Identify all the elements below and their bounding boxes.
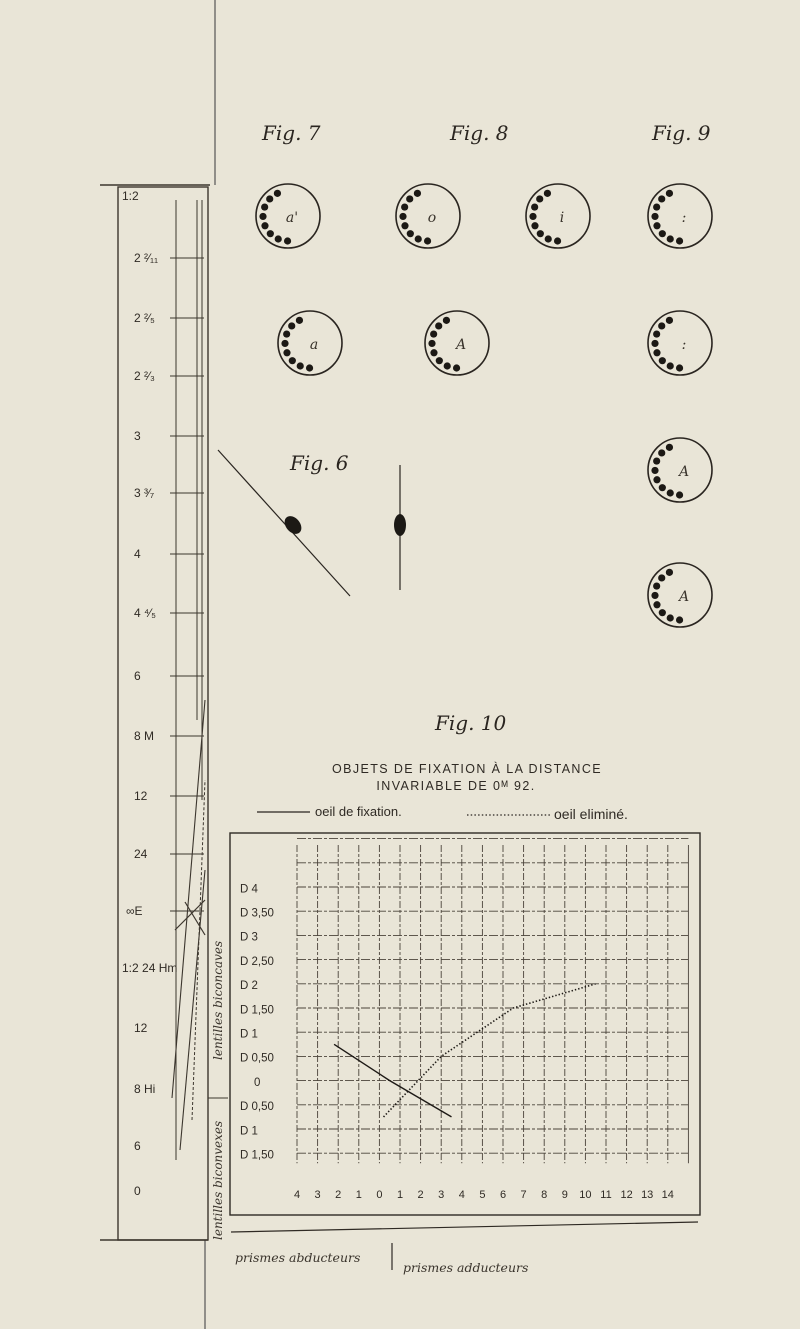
scale-top-mark: 1:2 [122, 189, 139, 203]
scale-label: 6 [134, 669, 141, 683]
scale-label: 12 [134, 1021, 148, 1035]
chart-x-tick: 1 [355, 1189, 362, 1201]
chart-y-tick: D 0,50 [240, 1052, 274, 1065]
legend-solid-label: oeil de fixation. [315, 804, 402, 819]
scale-label: 2 ²⁄₅ [134, 311, 155, 325]
scale-label: 3 ³⁄₇ [134, 486, 155, 500]
scale-label: 12 [134, 789, 148, 803]
scale-label: 3 [134, 429, 141, 443]
chart-x-tick: 4 [293, 1189, 301, 1201]
scale-label: 4 [134, 547, 141, 561]
chart-y-tick: D 1,50 [240, 1149, 274, 1162]
chart-x-tick: 9 [561, 1189, 568, 1201]
chart-y-tick: D 2 [240, 980, 258, 993]
chart-x-tick: 1 [396, 1189, 404, 1201]
fig10-label: Fig. 10 [435, 711, 507, 735]
chart-x-tick: 3 [438, 1189, 445, 1201]
scale-label: 2 ²⁄₃ [134, 369, 155, 383]
chart-x-tick: 11 [600, 1189, 612, 1201]
chart-x-tick: 5 [479, 1189, 486, 1201]
xaxis-label-abducteurs: prismes abducteurs [235, 1250, 361, 1265]
fig9-label: Fig. 9 [652, 121, 711, 145]
chart-x-tick: 4 [458, 1189, 465, 1201]
label-lentilles-biconvexes: lentilles biconvexes [211, 1120, 225, 1240]
chart-y-tick: 0 [254, 1076, 261, 1089]
chart-x-tick: 8 [541, 1189, 548, 1201]
circle-letter: : [681, 337, 687, 353]
xaxis-label-adducteurs: prismes adducteurs [403, 1260, 529, 1275]
chart-y-tick: D 0,50 [240, 1101, 274, 1114]
chart-x-tick: 2 [417, 1189, 424, 1201]
circle-letter: A [455, 337, 467, 353]
chart-x-tick: 7 [520, 1189, 527, 1201]
circle-letter: a [309, 337, 319, 353]
chart-x-tick: 3 [314, 1189, 321, 1201]
circle-letter: A [678, 589, 690, 605]
circle-letter: a' [285, 210, 299, 226]
chart-y-tick: D 4 [240, 883, 258, 896]
scale-label: 6 [134, 1139, 141, 1153]
fig10-title-line1: OBJETS DE FIXATION À LA DISTANCE [331, 762, 603, 776]
label-lentilles-biconcaves: lentilles biconcaves [211, 940, 225, 1060]
chart-y-tick: D 3,50 [240, 907, 274, 920]
scale-label: 8 M [134, 729, 155, 743]
chart-x-tick: 13 [641, 1189, 654, 1201]
circle-letter: o [427, 210, 437, 226]
chart-x-tick: 0 [376, 1189, 383, 1201]
chart-y-tick: D 1 [240, 1125, 258, 1138]
circle-letter: A [678, 464, 690, 480]
circle-letter: i [559, 210, 565, 226]
chart-x-tick: 10 [579, 1189, 592, 1201]
fig6-label: Fig. 6 [290, 451, 349, 475]
chart-x-tick: 12 [620, 1189, 633, 1201]
legend-dotted-label: oeil eliminé. [554, 806, 628, 822]
chart-x-tick: 14 [661, 1189, 674, 1201]
chart-x-tick: 6 [499, 1189, 507, 1201]
chart-x-tick: 2 [335, 1189, 342, 1201]
fig10-title-line2: INVARIABLE DE 0ᴹ 92. [376, 779, 536, 793]
chart-y-tick: D 1,50 [240, 1004, 274, 1017]
scale-label: 8 Hi [134, 1082, 156, 1096]
scale-label: 0 [134, 1184, 141, 1198]
chart-y-tick: D 3 [240, 931, 258, 944]
scale-label: 24 [134, 847, 148, 861]
chart-y-tick: D 2,50 [240, 955, 274, 968]
scale-label: 1:2 24 Hm [122, 961, 178, 975]
scale-label: 4 ⁴⁄₅ [134, 606, 157, 620]
chart-y-tick: D 1 [240, 1028, 258, 1041]
fig7-label: Fig. 7 [262, 121, 321, 145]
circle-letter: : [681, 210, 687, 226]
scale-label: 2 ²⁄₁₁ [134, 251, 159, 265]
fig8-label: Fig. 8 [450, 121, 509, 145]
scale-label: ∞E [126, 904, 143, 918]
